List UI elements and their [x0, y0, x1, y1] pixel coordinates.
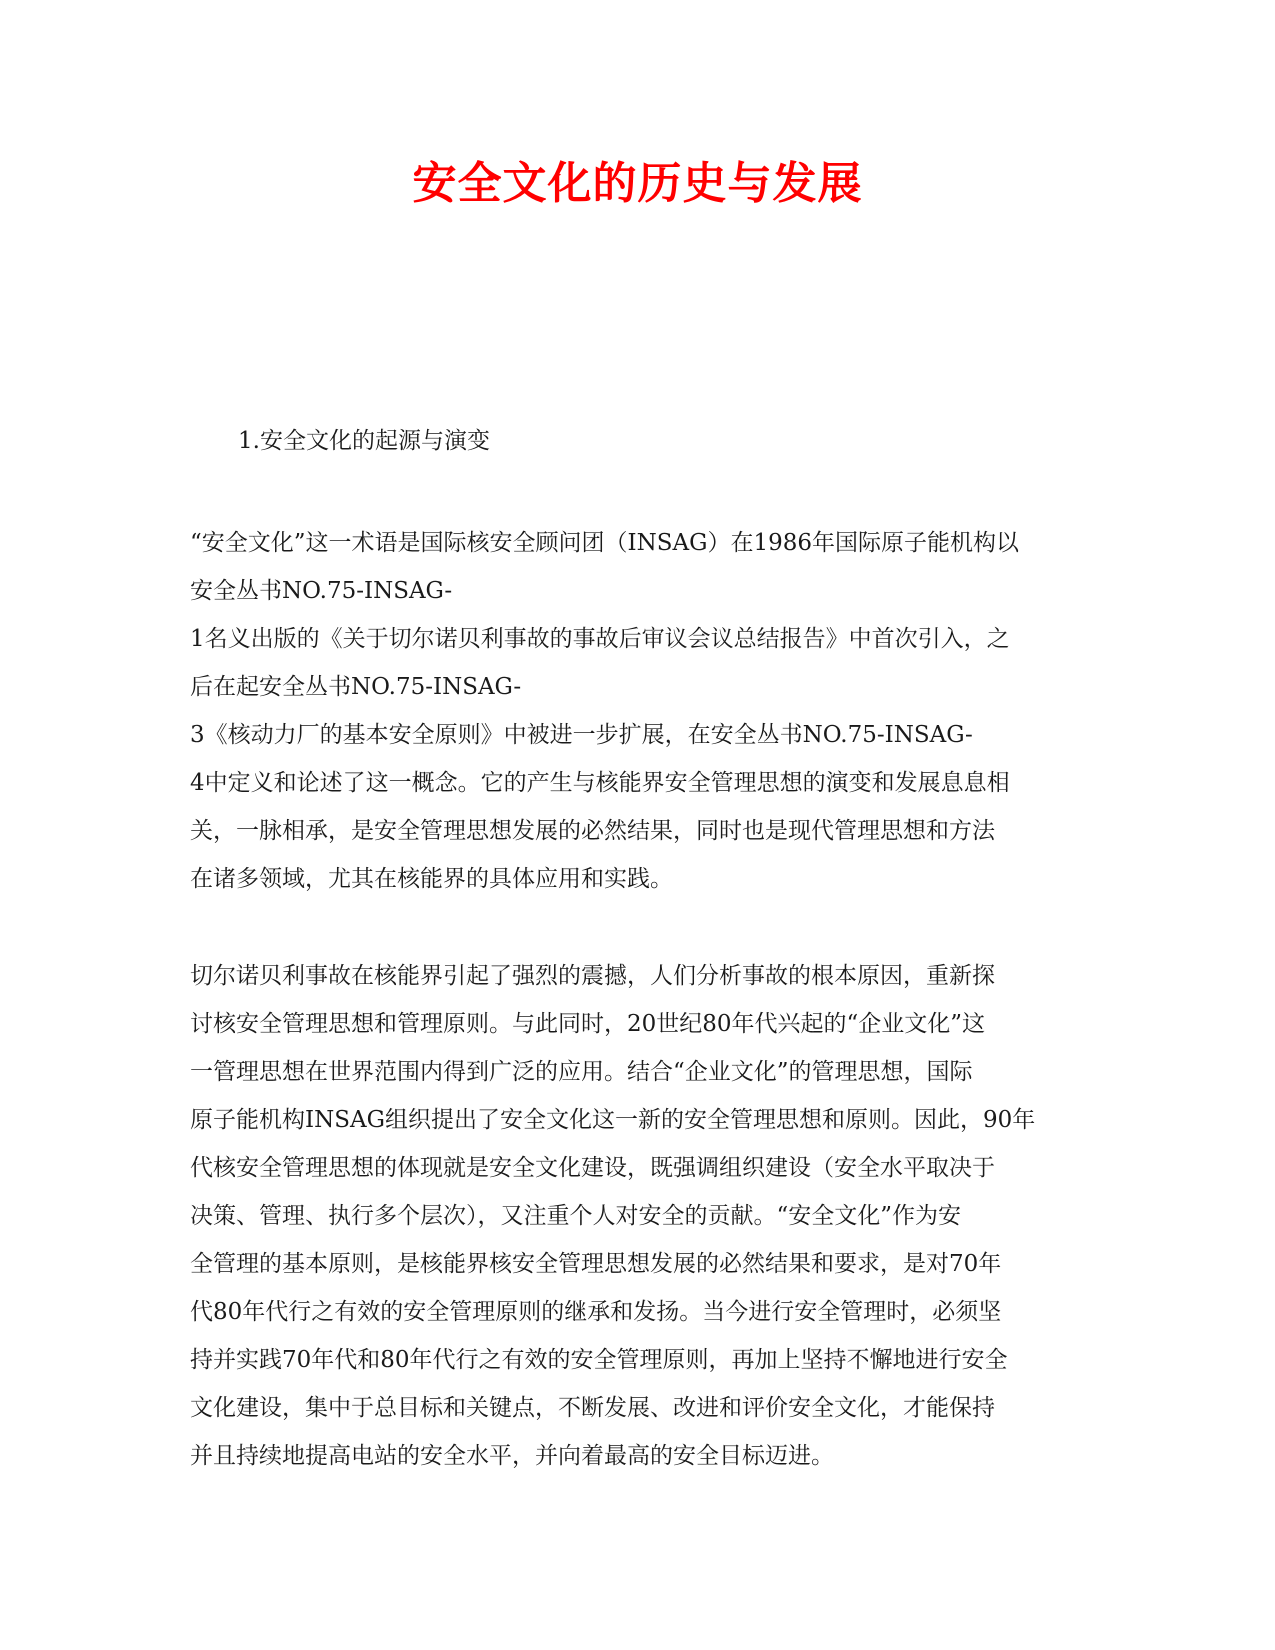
paragraph-line: 在诸多领域，尤其在核能界的具体应用和实践。: [190, 866, 673, 892]
paragraph-2: [190, 952, 1090, 1480]
paragraph-line: 讨核安全管理思想和管理原则。与此同时，20世纪80年代兴起的“企业文化”这: [190, 1011, 986, 1037]
paragraph-line: 代80年代行之有效的安全管理原则的继承和发扬。当今进行安全管理时，必须坚: [190, 1299, 1002, 1325]
paragraph-1: [190, 519, 1090, 903]
paragraph-line: 代核安全管理思想的体现就是安全文化建设，既强调组织建设（安全水平取决于: [190, 1155, 995, 1181]
paragraph-line: 全管理的基本原则，是核能界核安全管理思想发展的必然结果和要求，是对70年: [190, 1251, 1002, 1277]
document-title: 安全文化的历史与发展: [412, 158, 863, 209]
paragraph-line: 关，一脉相承，是安全管理思想发展的必然结果，同时也是现代管理思想和方法: [190, 818, 995, 844]
paragraph-line: 3《核动力厂的基本安全原则》中被进一步扩展，在安全丛书NO.75-INSAG-: [190, 722, 973, 748]
section-heading: 1.安全文化的起源与演变: [238, 428, 490, 454]
paragraph-line: 一管理思想在世界范围内得到广泛的应用。结合“企业文化”的管理思想，国际: [190, 1059, 973, 1085]
paragraph-line: 后在起安全丛书NO.75-INSAG-: [190, 674, 522, 700]
paragraph-line: 并且持续地提高电站的安全水平，并向着最高的安全目标迈进。: [190, 1443, 834, 1469]
paragraph-line: 原子能机构INSAG组织提出了安全文化这一新的安全管理思想和原则。因此，90年: [190, 1107, 1036, 1133]
paragraph-line: 安全丛书NO.75-INSAG-: [190, 578, 453, 604]
paragraph-line: 持并实践70年代和80年代行之有效的安全管理原则，再加上坚持不懈地进行安全: [190, 1347, 1008, 1373]
paragraph-line: 决策、管理、执行多个层次），又注重个人对安全的贡献。“安全文化”作为安: [190, 1203, 962, 1229]
paragraph-line: 1名义出版的《关于切尔诺贝利事故的事故后审议会议总结报告》中首次引入，之: [190, 626, 1010, 652]
paragraph-line: 4中定义和论述了这一概念。它的产生与核能界安全管理思想的演变和发展息息相: [190, 770, 1010, 796]
paragraph-line: 文化建设，集中于总目标和关键点，不断发展、改进和评价安全文化，才能保持: [190, 1395, 995, 1421]
paragraph-line: 切尔诺贝利事故在核能界引起了强烈的震撼，人们分析事故的根本原因，重新探: [190, 963, 995, 989]
paragraph-line: “安全文化”这一术语是国际核安全顾问团（INSAG）在1986年国际原子能机构以: [190, 530, 1019, 556]
